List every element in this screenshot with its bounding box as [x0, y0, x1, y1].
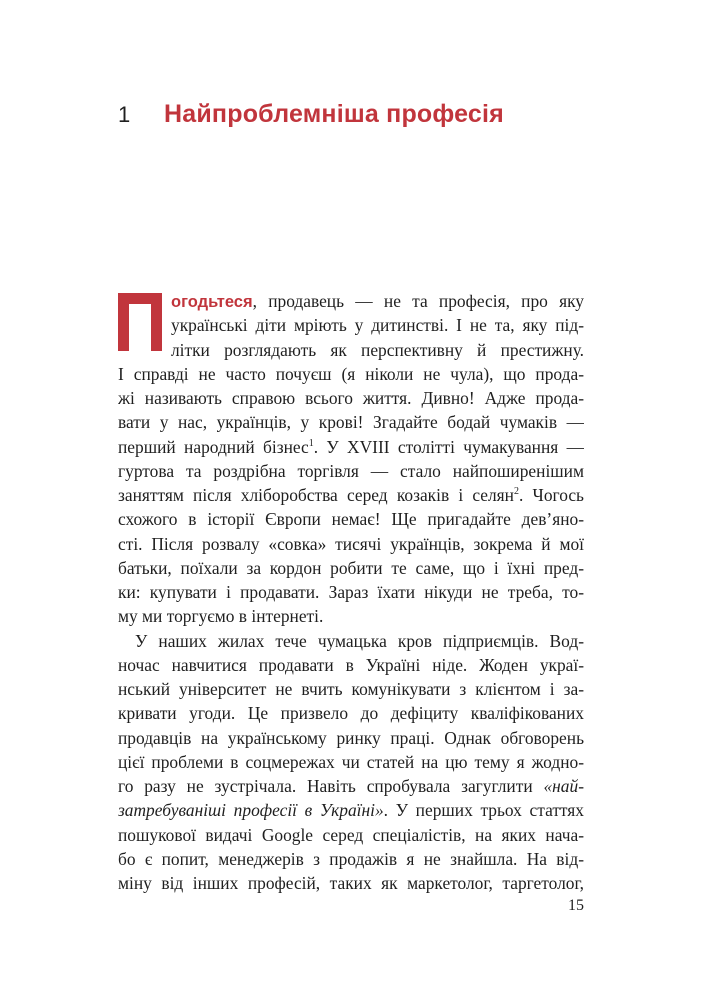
text-line: заняттям після хліборобства серед козаків і селян$^2$. Чогось: [118, 485, 584, 505]
chapter-title: Найпроблемніша професія: [164, 100, 504, 128]
text-line: продавців на українському ринку праці. Однак обговорень: [118, 727, 584, 748]
text-line: сті. Після розвалу «совка» тисячі українців, зокрема й мої: [118, 533, 584, 554]
text-line: І справді не часто почуєш (я ніколи не чула), що прода-: [118, 363, 584, 384]
text-line: вати у нас, українців, у крові! Згадайте бодай чумаків —: [118, 412, 584, 433]
footnote-ref[interactable]: 2: [513, 486, 519, 498]
lead-word: огодьтеся: [171, 293, 253, 311]
text-line: го разу не зустрічала. Навіть спробувала загуглити «най-: [118, 776, 584, 796]
text-line: схожого в історії Європи немає! Ще пригадайте дев’яно-: [118, 509, 584, 530]
text-line: У наших жилах тече чумацька кров підприємців. Вод-: [135, 630, 584, 651]
chapter-heading: [118, 100, 504, 140]
text-line: жі називають справою всього життя. Дивно! Адже прода-: [118, 388, 584, 408]
text-line: огодьтеся, продавець — не та професія, про яку: [171, 291, 584, 311]
page-number: 15: [568, 897, 584, 914]
text-line: гуртова та роздрібна торгівля — стало найпоширенішим: [118, 460, 584, 481]
text-line: ки: купувати і продавати. Зараз їхати нікуди не треба, то-: [118, 582, 584, 602]
text-line: пошукової видачі Google серед спеціалістів, на яких нача-: [118, 824, 584, 845]
text-line: ночас навчитися продавати в Україні ніде. Жоден украї-: [118, 654, 584, 675]
text-line: нський університет не вчить комунікувати з клієнтом і за-: [118, 679, 584, 699]
text-line: українські діти мріють у дитинстві. І не та, яку під-: [171, 315, 584, 336]
footnote-ref[interactable]: 1: [308, 437, 314, 449]
text-line: кривати угоди. Це призвело до дефіциту кваліфікованих: [118, 703, 584, 724]
text-line: бо є попит, менеджерів з продажів я не знайшла. На від-: [118, 848, 584, 869]
chapter-number: 1: [118, 102, 131, 127]
text-line: батьки, поїхали за кордон робити те саме, що і їхні пред-: [118, 557, 584, 578]
text-line: перший народний бізнес$^1$. У XVIII столітті чумакування —: [118, 436, 584, 457]
text-line: міну від інших професій, таких як маркетолог, таргетолог,: [118, 873, 584, 893]
text-line: цієї проблеми в соцмережах чи статей на цю тему я жодно-: [118, 751, 584, 772]
italic-phrase: «най-: [543, 776, 584, 796]
text-line: му ми торгуємо в інтернеті.: [118, 606, 324, 627]
text-line: затребуваніші професії в Україні». У перших трьох статтях: [118, 800, 584, 821]
text-line: літки розглядають як перспективну й престижну.: [171, 339, 584, 360]
body-text: [118, 289, 584, 895]
italic-phrase: затребуваніші професії в Україні»: [118, 800, 384, 821]
